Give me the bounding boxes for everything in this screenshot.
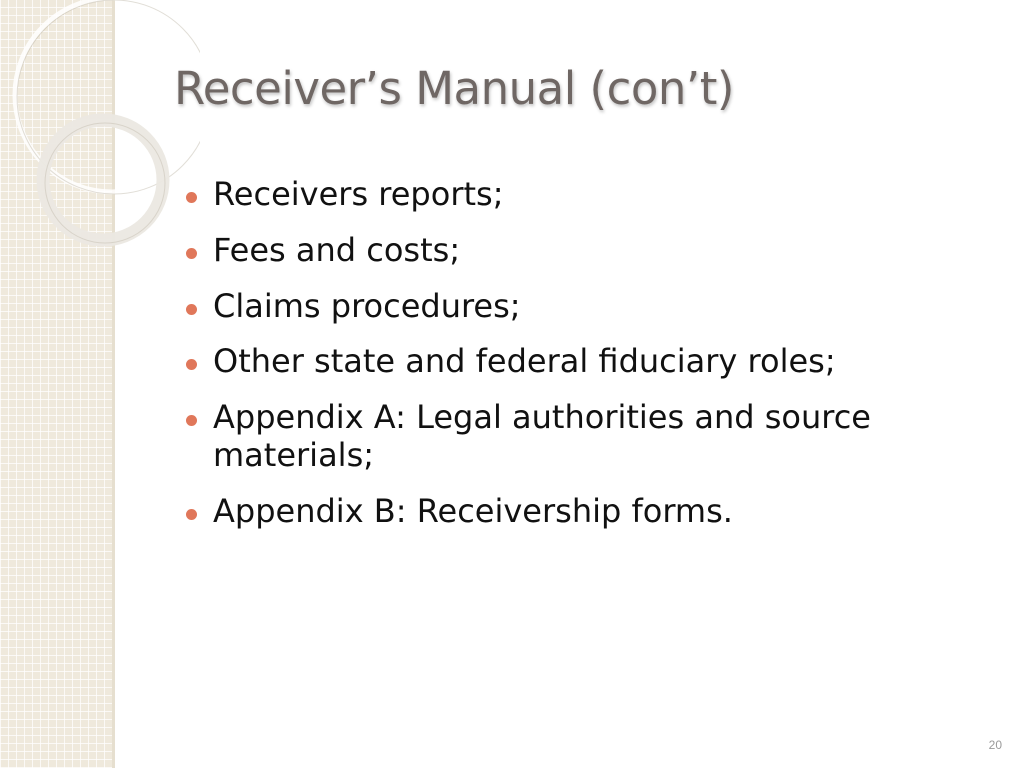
slide-number: 20 <box>988 738 1002 752</box>
list-item <box>186 288 986 326</box>
list-item <box>186 232 986 270</box>
bullet-dot-icon <box>186 359 197 370</box>
list-item <box>186 493 986 531</box>
bullet-text: Appendix B: Receivership forms. <box>213 491 733 530</box>
bullet-dot-icon <box>186 192 197 203</box>
side-strip-edge <box>112 0 115 768</box>
bullet-text: Appendix A: Legal authorities and source materials; <box>213 398 871 474</box>
bullet-text: Receivers reports; <box>213 175 504 213</box>
list-item <box>186 399 986 475</box>
bullet-dot-icon <box>186 509 197 520</box>
bullet-text: Other state and federal fiduciary roles; <box>213 342 836 381</box>
bullet-text: Claims procedures; <box>213 286 521 325</box>
bullet-dot-icon <box>186 415 197 426</box>
slide-title: Receiver’s Manual (con’t) <box>174 62 734 115</box>
bullet-dot-icon <box>186 304 197 315</box>
bullet-list <box>186 176 986 548</box>
bullet-dot-icon <box>186 248 197 259</box>
list-item <box>186 176 986 214</box>
bullet-text: Fees and costs; <box>213 230 461 269</box>
list-item <box>186 343 986 381</box>
side-decorative-strip <box>0 0 113 768</box>
